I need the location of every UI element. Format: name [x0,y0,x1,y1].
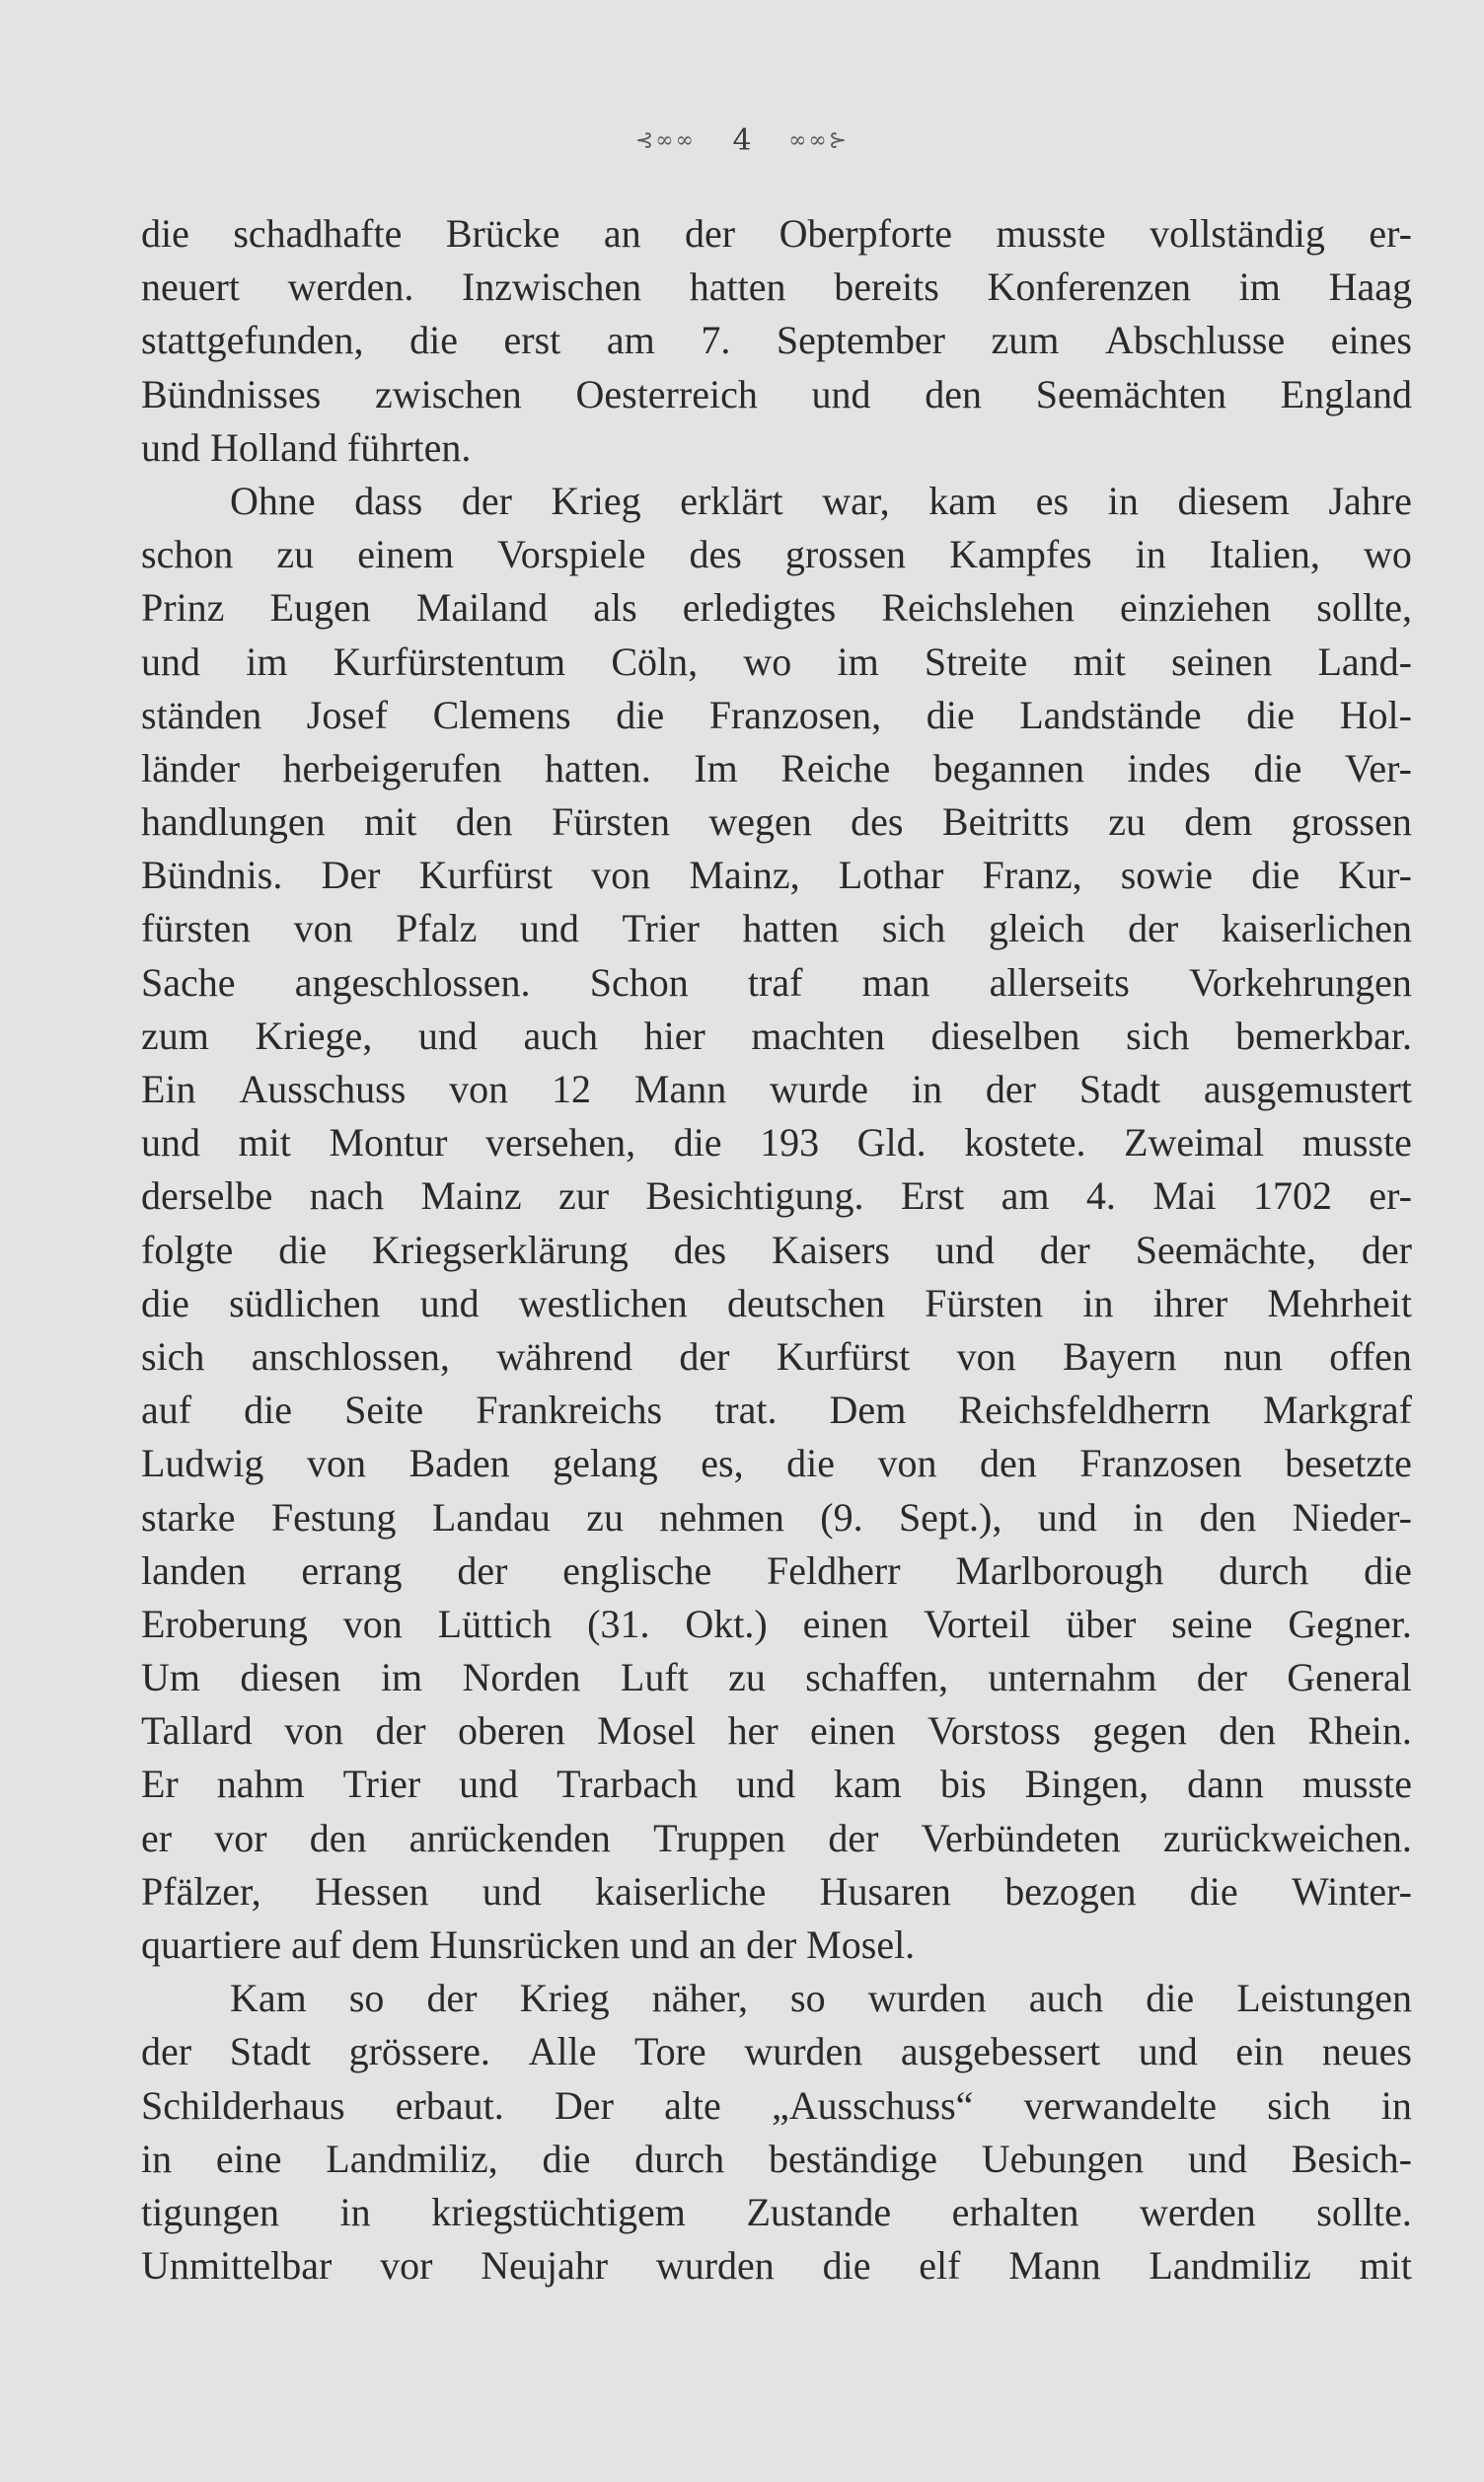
text-line: Ein Ausschuss von 12 Mann wurde in der Stadt ausgemustert [141,1067,1412,1111]
page-header [0,120,1484,160]
text-line: Ohne dass der Krieg erklärt war, kam es in diesem Jahre [230,478,1412,523]
page-number: 4 [732,123,752,158]
text-line: auf die Seite Frankreichs trat. Dem Reichsfeldherrn Markgraf [141,1388,1412,1433]
text-line: neuert werden. Inzwischen hatten bereits Konferenzen im Haag [141,264,1412,310]
text-line: Tallard von der oberen Mosel her einen Vorstoss gegen den Rhein. [141,1708,1412,1754]
text-line: Bündnis. Der Kurfürst von Mainz, Lothar Franz, sowie die Kur- [141,853,1412,898]
paragraph [141,1972,1412,2293]
paragraph [141,207,1412,475]
text-line: die schadhafte Brücke an der Oberpforte musste vollständig er- [141,211,1412,256]
text-line: die südlichen und westlichen deutschen Fürsten in ihrer Mehrheit [141,1280,1412,1325]
text-line: fürsten von Pfalz und Trier hatten sich gleich der kaiserlichen [141,906,1412,951]
text-line: schon zu einem Vorspiele des grossen Kampfes in Italien, wo [141,532,1412,577]
text-line: Kam so der Krieg näher, so wurden auch die Leistungen [230,1976,1412,2021]
text-line: Schilderhaus erbaut. Der alte „Ausschuss“ verwandelte sich in [141,2082,1412,2128]
text-line: stattgefunden, die erst am 7. September zum Abschlusse eines [141,318,1412,363]
text-line: Bündnisses zwischen Oesterreich und den Seemächten England [141,371,1412,416]
text-line: folgte die Kriegserklärung des Kaisers und der Seemächte, der [141,1227,1412,1272]
right-ornament: ∞∞⊱ [788,128,850,153]
text-line: starke Festung Landau zu nehmen (9. Sept.), und in den Nieder- [141,1494,1412,1540]
text-line: Ludwig von Baden gelang es, die von den Franzosen besetzte [141,1441,1412,1486]
text-line: und Holland führten. [141,424,472,470]
text-line: Sache angeschlossen. Schon traf man allerseits Vorkehrungen [141,959,1412,1005]
text-line: sich anschlossen, während der Kurfürst von Bayern nun offen [141,1333,1412,1379]
text-line: der Stadt grössere. Alle Tore wurden ausgebessert und ein neues [141,2029,1412,2074]
text-line: Er nahm Trier und Trarbach und kam bis Bingen, dann musste [141,1762,1412,1807]
text-line: handlungen mit den Fürsten wegen des Beitritts zu dem grossen [141,799,1412,845]
left-ornament: ⊰∞∞ [634,128,696,153]
text-line: er vor den anrückenden Truppen der Verbündeten zurückweichen. [141,1815,1412,1860]
text-line: ständen Josef Clemens die Franzosen, die Landstände die Hol- [141,692,1412,737]
text-line: Eroberung von Lüttich (31. Okt.) einen Vorteil über seine Gegner. [141,1601,1412,1646]
text-line: Unmittelbar vor Neujahr wurden die elf Mann Landmiliz mit [141,2243,1412,2289]
text-line: und mit Montur versehen, die 193 Gld. kostete. Zweimal musste [141,1120,1412,1166]
text-line: quartiere auf dem Hunsrücken und an der Mosel. [141,1922,916,1967]
text-line: länder herbeigerufen hatten. Im Reiche begannen indes die Ver- [141,745,1412,790]
text-line: derselbe nach Mainz zur Besichtigung. Erst am 4. Mai 1702 er- [141,1173,1412,1219]
text-line: in eine Landmiliz, die durch beständige Uebungen und Besich- [141,2136,1412,2181]
text-line: Prinz Eugen Mailand als erledigtes Reichslehen einziehen sollte, [141,585,1412,631]
text-line: landen errang der englische Feldherr Marlborough durch die [141,1547,1412,1593]
text-line: und im Kurfürstentum Cöln, wo im Streite mit seinen Land- [141,639,1412,684]
text-line: zum Kriege, und auch hier machten dieselben sich bemerkbar. [141,1013,1412,1058]
paragraph [141,475,1412,1972]
text-line: tigungen in kriegstüchtigem Zustande erhalten werden sollte. [141,2189,1412,2234]
text-line: Pfälzer, Hessen und kaiserliche Husaren bezogen die Winter- [141,1868,1412,1914]
body-text [141,207,1412,2293]
text-line: Um diesen im Norden Luft zu schaffen, unternahm der General [141,1655,1412,1700]
